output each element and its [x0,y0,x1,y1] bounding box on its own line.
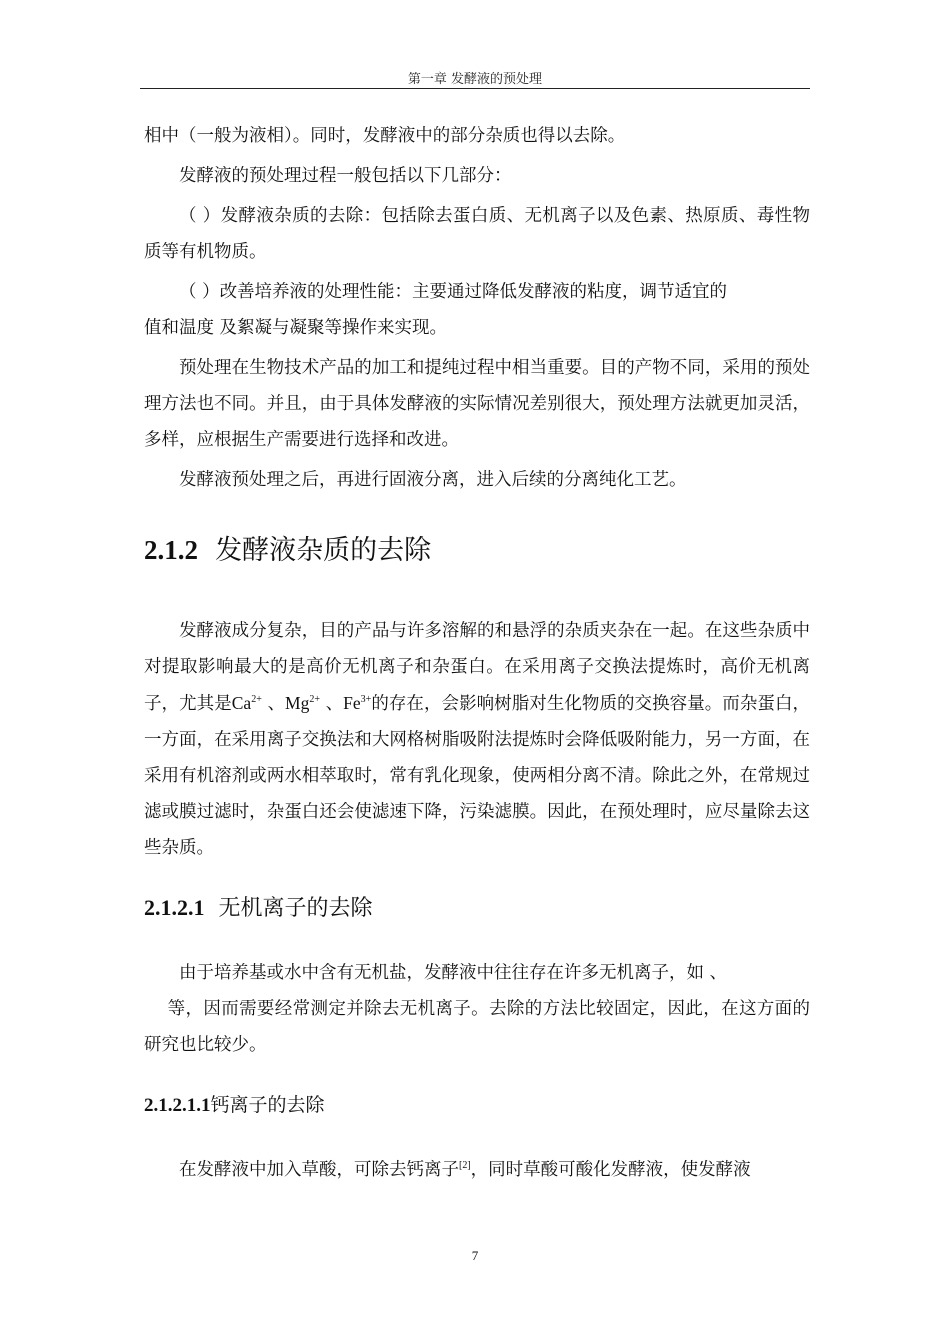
paragraph-item-2-line1: （ ）改善培养液的处理性能：主要通过降低发酵液的粘度，调节适宜的 [179,282,728,302]
text-segment: 的存在，会影响树脂对生化物质的交换容量。而杂蛋白，一方面，在采用离子交换法和大网格树脂吸附法提炼时会降低吸附能力，另一方面，在采用有机溶剂或两水相萃取时，常有乳化现象，使两相分离不清。除此之外，在常规过滤或膜过滤时，杂蛋白还会使滤速下降，污染滤膜。因此，在预处理时，应尽量除去这些杂质。 [144,694,810,858]
separator: 、 [261,694,286,714]
paragraph-inorganic-rest: 等，因而需要经常测定并除去无机离子。去除的方法比较固定，因此，在这方面的研究也比较少。 [144,999,810,1055]
section-number: 2.1.2.1.1 [144,1095,211,1116]
citation-ref: [2] [459,1160,471,1171]
ion-fe-charge: 3+ [360,694,372,705]
paragraph-calcium-removal [144,1152,810,1188]
section-title: 钙离子的去除 [210,1094,325,1116]
ion-mg-charge: 2+ [309,694,320,705]
page-content [144,118,810,1188]
paragraph-item-2-line2: 值和温度 及絮凝与凝聚等操作来实现。 [144,318,448,338]
section-heading-2-1-2-1-1 [144,1089,810,1122]
paragraph-inorganic-line1: 由于培养基或水中含有无机盐，发酵液中往往存在许多无机离子，如 、 [179,963,728,983]
paragraph-impurities [144,613,810,866]
ion-mg: Mg [285,693,310,713]
ion-ca-charge: 2+ [251,694,262,705]
text-segment: 在发酵液中加入草酸，可除去钙离子 [179,1160,459,1180]
paragraph-after-pretreatment: 发酵液预处理之后，再进行固液分离，进入后续的分离纯化工艺。 [179,470,687,490]
header-rule [140,88,810,89]
separator: 、 [319,694,344,714]
section-heading-2-1-2 [144,532,810,569]
section-number: 2.1.2.1 [144,895,205,920]
paragraph-intro-parts: 发酵液的预处理过程一般包括以下几部分： [179,166,512,186]
paragraph-importance: 预处理在生物技术产品的加工和提纯过程中相当重要。目的产物不同，采用的预处理方法也不同。并且，由于具体发酵液的实际情况差别很大，预处理方法就更加灵活，多样，应根据生产需要进行选择和改进。 [144,358,810,450]
ion-ca: Ca [231,693,252,713]
text-segment: ，同时草酸可酸化发酵液，使发酵液 [470,1160,751,1180]
section-title: 发酵液杂质的去除 [215,535,432,566]
running-header: 第一章 发酵液的预处理 [407,72,543,87]
paragraph-item-1: （ ）发酵液杂质的去除：包括除去蛋白质、无机离子以及色素、热原质、毒性物质等有机物质。 [144,206,810,262]
section-title: 无机离子的去除 [218,896,373,921]
section-heading-2-1-2-1 [144,890,810,927]
paragraph-continued: 相中（一般为液相）。同时，发酵液中的部分杂质也得以去除。 [144,126,626,146]
page-number: 7 [471,1248,479,1263]
section-number: 2.1.2 [144,535,198,565]
ion-fe: Fe [343,693,361,713]
text-segment: 发酵液成分复杂，目的产品与许多溶解的和悬浮的杂质夹杂在一起。在这些杂质中对提取影响最大的是高价无机离子和杂蛋白。在采用离子交换法提炼时，高价无机离子，尤其是 [144,621,810,714]
